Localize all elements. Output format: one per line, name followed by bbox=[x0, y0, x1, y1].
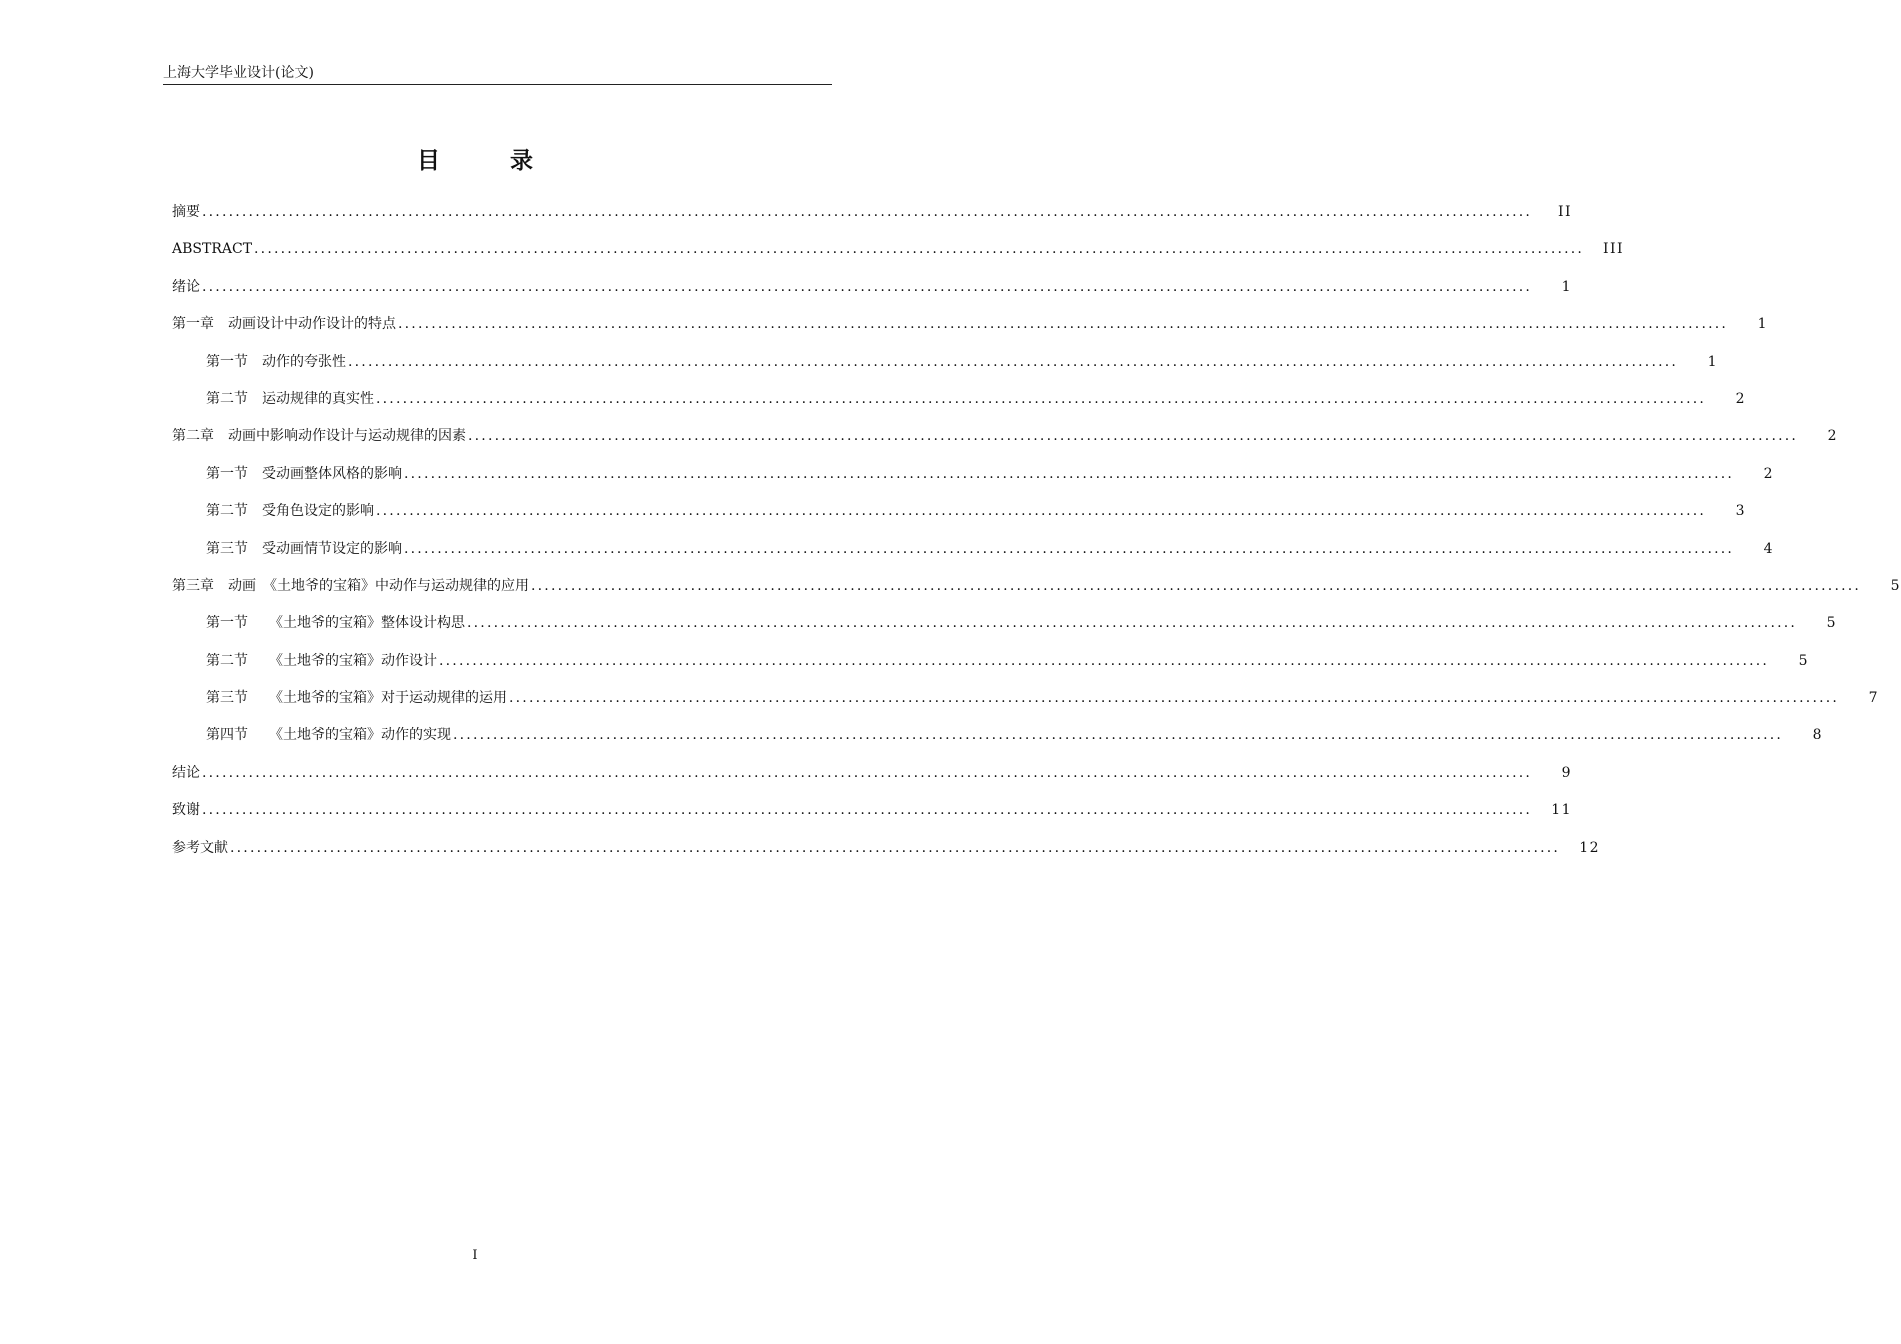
toc-entry[interactable] bbox=[172, 576, 1901, 613]
toc-entry-page: 3 bbox=[1735, 503, 1747, 520]
toc-dot-leader: ........................................................................................................................................................................................................ bbox=[404, 540, 1735, 557]
toc-entry-label: 第四节 《土地爷的宝箱》动作的实现 bbox=[206, 727, 451, 744]
toc-entry[interactable] bbox=[172, 202, 1573, 239]
toc-entry-label: 第三节 受动画情节设定的影响 bbox=[206, 540, 402, 557]
toc-entry-page: III bbox=[1602, 241, 1625, 258]
toc-entry-page: 5 bbox=[1798, 652, 1810, 669]
toc-list bbox=[172, 202, 1901, 875]
toc-entry[interactable] bbox=[172, 838, 1601, 875]
toc-entry[interactable] bbox=[172, 800, 1573, 837]
toc-entry[interactable] bbox=[172, 426, 1839, 463]
running-header: 上海大学毕业设计(论文) bbox=[163, 65, 314, 81]
toc-entry-label: ABSTRACT bbox=[172, 241, 253, 258]
toc-dot-leader: ........................................................................................................................................................................................................ bbox=[468, 428, 1799, 445]
toc-entry[interactable] bbox=[172, 613, 1838, 650]
toc-dot-leader: ........................................................................................................................................................................................................ bbox=[202, 764, 1533, 781]
toc-dot-leader: ........................................................................................................................................................................................................ bbox=[453, 727, 1784, 744]
toc-dot-leader: ........................................................................................................................................................................................................ bbox=[202, 204, 1533, 220]
toc-entry-page: 2 bbox=[1735, 390, 1747, 407]
toc-entry-label: 第一节 受动画整体风格的影响 bbox=[206, 465, 402, 482]
toc-entry-page: 2 bbox=[1763, 465, 1775, 482]
toc-dot-leader: ........................................................................................................................................................................................................ bbox=[398, 316, 1729, 333]
toc-entry[interactable] bbox=[172, 501, 1747, 538]
toc-entry-label: 第二节 受角色设定的影响 bbox=[206, 503, 374, 520]
toc-entry-page: 7 bbox=[1868, 690, 1880, 707]
page-number: I bbox=[472, 1248, 478, 1263]
toc-entry[interactable] bbox=[172, 352, 1719, 389]
toc-entry-label: 第二节 运动规律的真实性 bbox=[206, 390, 374, 407]
toc-dot-leader: ........................................................................................................................................................................................................ bbox=[202, 802, 1533, 819]
toc-entry-label: 第三章 动画 《土地爷的宝箱》中动作与运动规律的应用 bbox=[172, 577, 529, 594]
toc-entry[interactable] bbox=[172, 239, 1625, 276]
toc-entry-page: 5 bbox=[1826, 615, 1838, 632]
toc-dot-leader: ........................................................................................................................................................................................................ bbox=[230, 839, 1561, 856]
toc-entry-label: 第二节 《土地爷的宝箱》动作设计 bbox=[206, 652, 437, 669]
toc-entry[interactable] bbox=[172, 389, 1747, 426]
toc-entry-label: 第二章 动画中影响动作设计与运动规律的因素 bbox=[172, 428, 466, 445]
toc-entry[interactable] bbox=[172, 539, 1775, 576]
toc-entry-label: 绪论 bbox=[172, 278, 200, 295]
toc-entry-label: 参考文献 bbox=[172, 839, 228, 856]
toc-dot-leader: ........................................................................................................................................................................................................ bbox=[509, 690, 1840, 707]
toc-entry-page: 12 bbox=[1579, 839, 1601, 856]
toc-entry-page: 5 bbox=[1890, 577, 1901, 594]
toc-entry-label: 第一节 《土地爷的宝箱》整体设计构思 bbox=[206, 615, 465, 632]
toc-entry-page: 1 bbox=[1707, 353, 1719, 370]
toc-entry-page: 1 bbox=[1757, 316, 1769, 333]
toc-title: 目录 bbox=[417, 147, 603, 174]
toc-entry-page: II bbox=[1557, 204, 1573, 220]
toc-entry-label: 第三节 《土地爷的宝箱》对于运动规律的运用 bbox=[206, 690, 507, 707]
toc-entry-page: 2 bbox=[1827, 428, 1839, 445]
toc-dot-leader: ........................................................................................................................................................................................................ bbox=[376, 503, 1707, 520]
toc-dot-leader: ........................................................................................................................................................................................................ bbox=[202, 278, 1533, 295]
toc-dot-leader: ........................................................................................................................................................................................................ bbox=[531, 577, 1862, 594]
toc-entry-page: 1 bbox=[1561, 278, 1573, 295]
toc-entry[interactable] bbox=[172, 688, 1880, 725]
toc-entry-label: 结论 bbox=[172, 764, 200, 781]
toc-entry[interactable] bbox=[172, 464, 1775, 501]
toc-entry-label: 第一节 动作的夸张性 bbox=[206, 353, 346, 370]
toc-entry-page: 9 bbox=[1561, 764, 1573, 781]
toc-entry-label: 第一章 动画设计中动作设计的特点 bbox=[172, 316, 396, 333]
toc-dot-leader: ........................................................................................................................................................................................................ bbox=[439, 652, 1770, 669]
toc-entry[interactable] bbox=[172, 277, 1573, 314]
toc-dot-leader: ........................................................................................................................................................................................................ bbox=[376, 390, 1707, 407]
toc-dot-leader: ........................................................................................................................................................................................................ bbox=[467, 615, 1798, 632]
toc-entry[interactable] bbox=[172, 314, 1769, 351]
toc-entry-label: 致谢 bbox=[172, 802, 200, 819]
toc-entry-label: 摘要 bbox=[172, 204, 200, 220]
toc-entry[interactable] bbox=[172, 725, 1824, 762]
toc-entry-page: 8 bbox=[1812, 727, 1824, 744]
header-rule bbox=[163, 84, 832, 85]
toc-entry[interactable] bbox=[172, 763, 1573, 800]
toc-dot-leader: ........................................................................................................................................................................................................ bbox=[404, 465, 1735, 482]
toc-entry[interactable] bbox=[172, 651, 1810, 688]
toc-entry-page: 4 bbox=[1763, 540, 1775, 557]
toc-dot-leader: ........................................................................................................................................................................................................ bbox=[348, 353, 1679, 370]
toc-entry-page: 11 bbox=[1551, 802, 1573, 819]
toc-dot-leader: ........................................................................................................................................................................................................ bbox=[254, 241, 1585, 258]
